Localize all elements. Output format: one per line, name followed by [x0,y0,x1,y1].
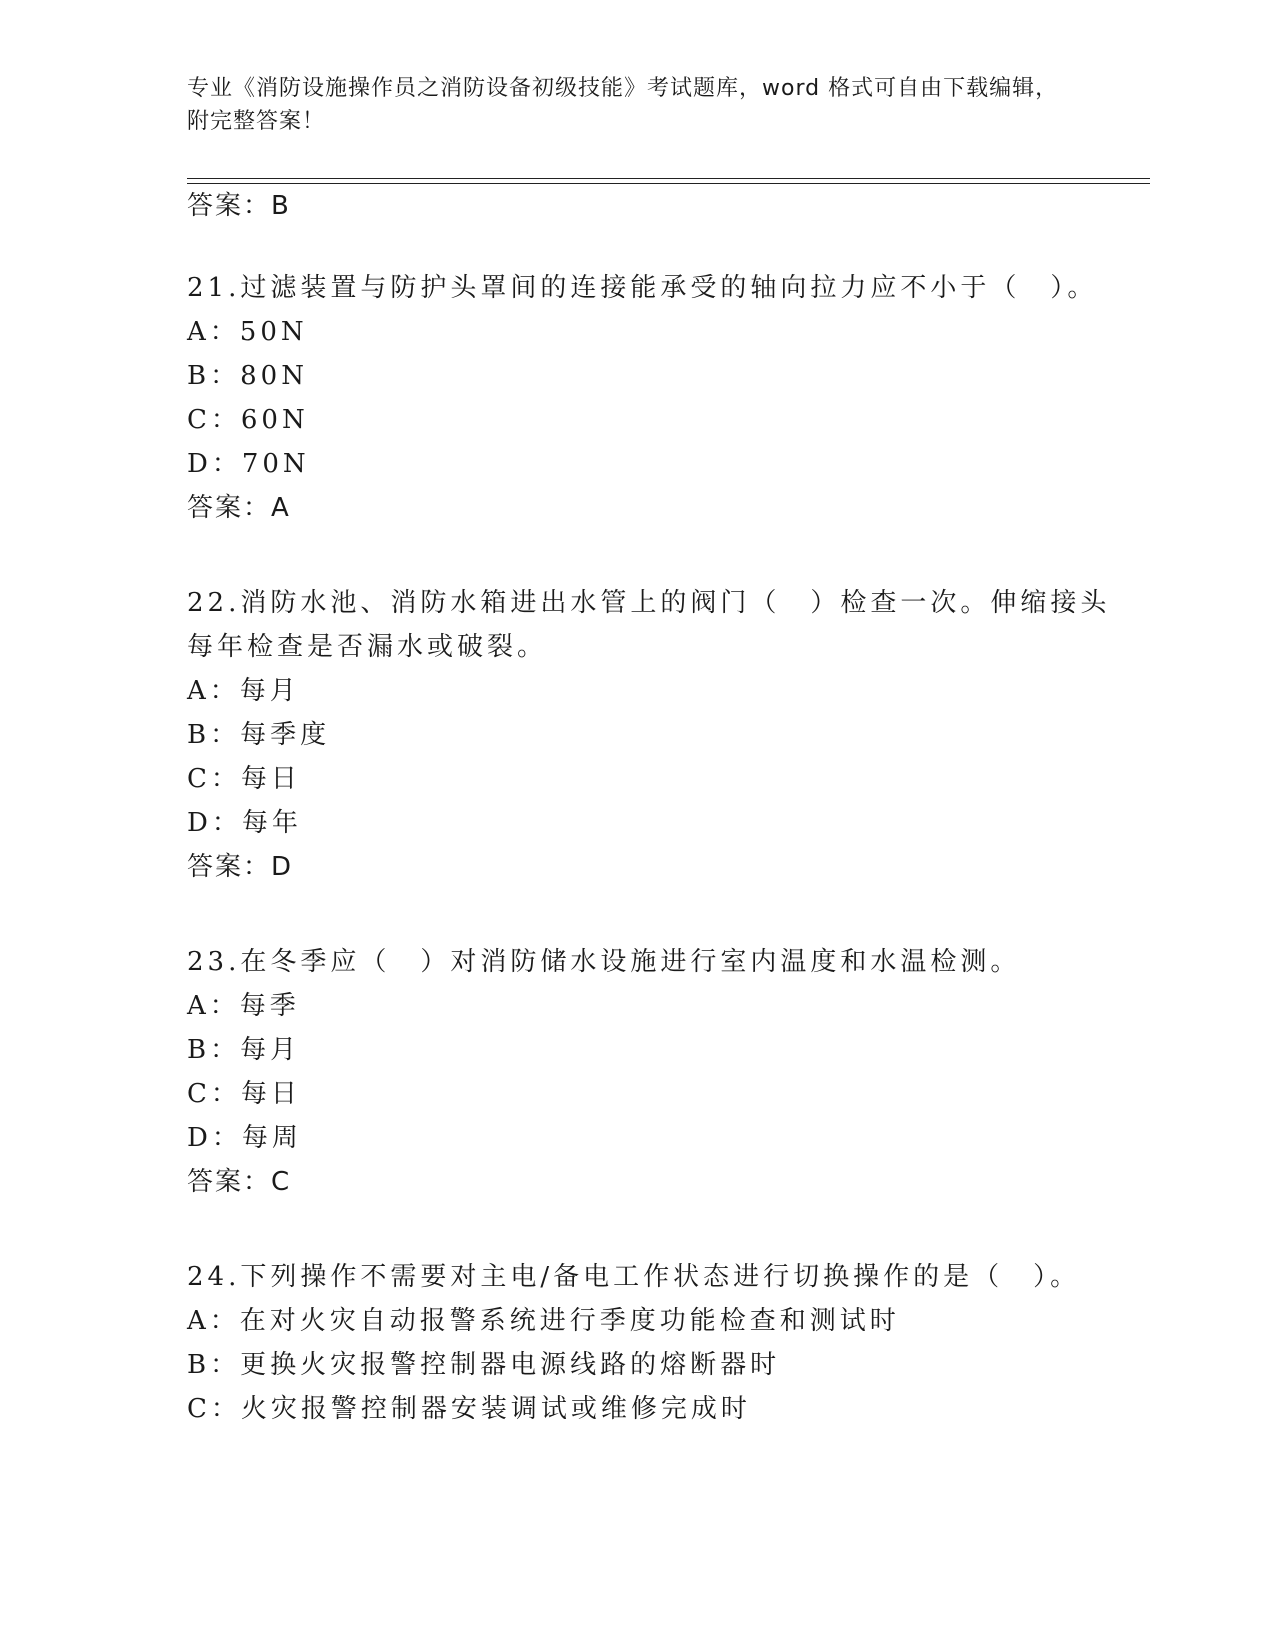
header-divider-double [187,183,1150,184]
option-b: B：80N [187,361,308,391]
option-a: A：50N [187,317,308,347]
question-stem: 21.过滤装置与防护头罩间的连接能承受的轴向拉力应不小于（ ）。 [187,273,1098,303]
answer-line: 答案：C [187,1167,292,1197]
option-c: C：火灾报警控制器安装调试或维修完成时 [187,1394,751,1424]
question-stem: 22.消防水池、消防水箱进出水管上的阀门（ ）检查一次。伸缩接头 [187,588,1111,618]
header-divider [187,178,1150,179]
option-c: C：每日 [187,764,301,794]
option-c: C：每日 [187,1079,301,1109]
question-stem: 23.在冬季应（ ）对消防储水设施进行室内温度和水温检测。 [187,947,1021,977]
answer-line: 答案：D [187,852,294,882]
document-header: 专业《消防设施操作员之消防设备初级技能》考试题库，word 格式可自由下载编辑，附完整答案！ [187,76,1059,134]
option-c: C：60N [187,405,309,435]
option-a: A：每季 [187,991,300,1021]
answer-line: 答案：B [187,191,291,221]
option-b: B：每季度 [187,720,331,750]
option-d: D：70N [187,449,310,479]
option-b: B：更换火灾报警控制器电源线路的熔断器时 [187,1350,781,1380]
option-d: D：每年 [187,808,302,838]
option-a: A：每月 [187,676,300,706]
option-a: A：在对火灾自动报警系统进行季度功能检查和测试时 [187,1306,900,1336]
option-d: D：每周 [187,1123,302,1153]
question-stem: 24.下列操作不需要对主电/备电工作状态进行切换操作的是（ ）。 [187,1262,1081,1292]
question-stem-continued: 每年检查是否漏水或破裂。 [187,632,548,662]
option-b: B：每月 [187,1035,301,1065]
answer-line: 答案：A [187,493,291,523]
